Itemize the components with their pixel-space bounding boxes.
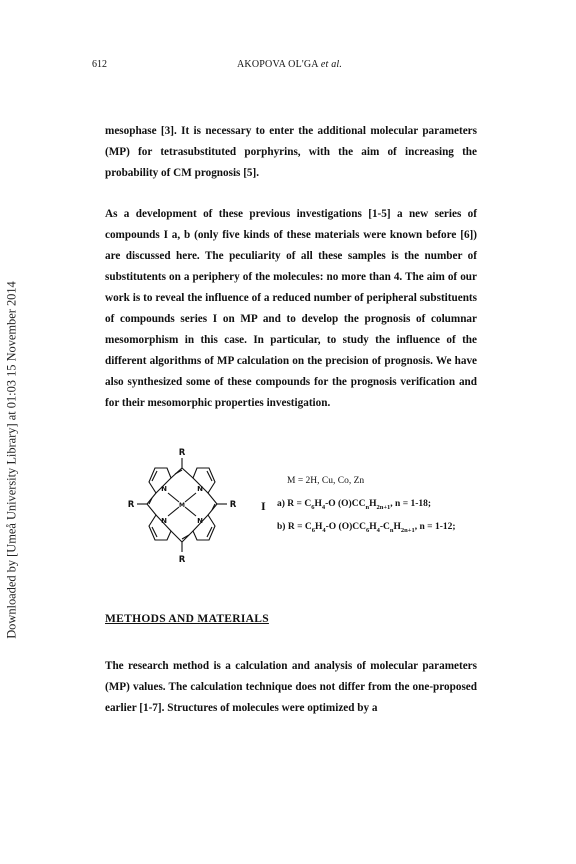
- substituent-left: R: [127, 500, 135, 510]
- formula-a: a) $R = C_6H_4-O$ $(O)CC_nH_{2n+1}$, n = 1-18;: [277, 499, 432, 511]
- formula-b: b) $R = C_6H_4-O$ $(O)CC_6H_4-C_nH_{2n+1}$, n = 1-12;: [277, 522, 456, 534]
- porphyrin-figure: [105, 438, 485, 573]
- nitrogen-4: N: [197, 517, 203, 525]
- running-head-etal: et al.: [320, 59, 343, 70]
- download-watermark-text: Downloaded by [Umeå University Library] at 01:03 15 November 2014: [4, 281, 19, 639]
- porphyrin-structure: [117, 438, 247, 573]
- metal-center: M: [179, 502, 185, 509]
- page-header: [0, 59, 576, 75]
- paragraph-methods: The research method is a calculation and analysis of molecular parameters (MP) values. The calculation technique does not differ from the one-proposed earlier [1-7]. Structures of molecules were optimized by a: [105, 660, 477, 714]
- nitrogen-2: N: [197, 485, 203, 493]
- paragraph-development: As a development of these previous investigations [1-5] a new series of compounds I a, b (only five kinds of these materials were known before [6]) are discussed here. The peculiarity of all these samples is the number of substitutents on a periphery of the molecules: no more than 4. The aim of our work is to reveal the influence of a reduced number of peripheral substituents of compounds series I on MP and to develop the prognosis of columnar mesomorphism in this case. In particular, to study the influence of the different algorithms of MP calculation on the precision of prognosis. We have also synthesized some of these compounds for the prognosis verification and for their mesomorphic properties investigation.: [105, 208, 477, 409]
- compound-numeral: I: [261, 499, 266, 513]
- nitrogen-1: N: [161, 485, 167, 493]
- substituent-right: R: [229, 500, 237, 510]
- metal-definition: M = 2H, Cu, Co, Zn: [287, 476, 365, 486]
- page-number: 612: [92, 59, 107, 70]
- download-watermark: [2, 250, 22, 670]
- nitrogen-3: N: [161, 517, 167, 525]
- substituent-bottom: R: [178, 555, 186, 565]
- paragraph-mesophase: mesophase [3]. It is necessary to enter the additional molecular parameters (MP) for tetrasubstituted porphyrins, with the aim of increasing the probability of CM prognosis [5].: [105, 125, 477, 179]
- section-heading-methods: METHODS AND MATERIALS: [105, 613, 269, 625]
- substituent-top: R: [178, 448, 186, 458]
- running-head: [237, 59, 342, 70]
- running-head-author: AKOPOVA OL'GA: [237, 59, 319, 70]
